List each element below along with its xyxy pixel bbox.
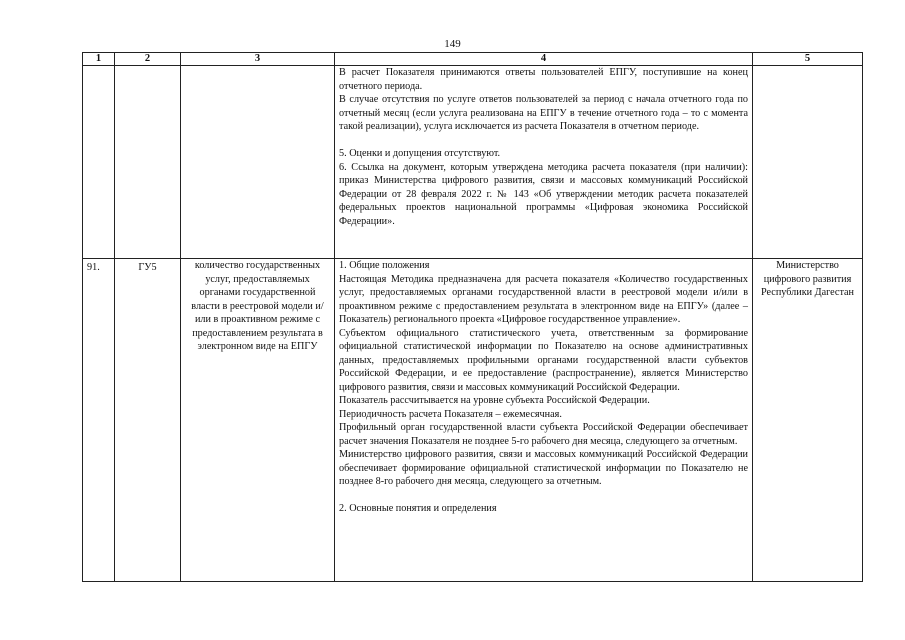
column-header-5: 5: [753, 53, 863, 66]
row-number-cell: 91.: [83, 259, 115, 582]
row-number-cell: [83, 66, 115, 259]
blank-line: [339, 489, 748, 503]
column-header-1: 1: [83, 53, 115, 66]
methodology-paragraph: В расчет Показателя принимаются ответы пользователей ЕПГУ, поступившие на конец отчетного периода.: [339, 67, 748, 92]
methodology-paragraph: Министерство цифрового развития, связи и массовых коммуникаций Российской Федерации обеспечивает формирование официальной статистической информации по Показателю не позднее 8-го рабочего дня месяца, следующего за отчетным.: [339, 449, 748, 487]
methodology-text-cell: [335, 66, 753, 259]
document-table: [82, 52, 863, 582]
table-row: [83, 66, 863, 259]
row-code-cell: [115, 66, 181, 259]
section-heading: 1. Общие положения: [339, 260, 430, 271]
methodology-paragraph: В случае отсутствия по услуге ответов пользователей за период с начала отчетного года по отчетный месяц (если услуга реализована на ЕПГУ в течение отчетного года – то с момента такой реализации), услуга исключается из расчета Показателя в отчетном периоде.: [339, 94, 748, 132]
page-number: 149: [444, 38, 461, 50]
methodology-paragraph: Субъектом официального статистического учета, ответственным за формирование официальной статистической информации по Показателю на основе административных данных, предоставляемых профильными органами государственной власти субъектов Российской Федерации, и ее предоставление (распространение), является Министерство цифрового развития, связи и массовых коммуникаций Российской Федерации.: [339, 327, 748, 393]
responsible-org-cell: [753, 66, 863, 259]
table-row: [83, 259, 863, 582]
column-header-3: 3: [181, 53, 335, 66]
methodology-paragraph: Профильный орган государственной власти субъекта Российской Федерации обеспечивает расчет значения Показателя не позднее 5-го рабочего дня месяца, следующего за отчетным.: [339, 422, 748, 447]
methodology-text-cell: [335, 259, 753, 582]
row-code-cell: ГУ5: [115, 259, 181, 582]
methodology-paragraph: Периодичность расчета Показателя – ежемесячная.: [339, 408, 562, 420]
table-header-row: [83, 53, 863, 66]
column-header-2: 2: [115, 53, 181, 66]
methodology-paragraph: Настоящая Методика предназначена для расчета показателя «Количество государственных услуг, предоставляемых органами государственной власти в реестровой модели и/или в проактивном режиме с предоставлением результата в электронном виде на ЕПГУ» (далее – Показатель) регионального проекта «Цифровое государственное управление».: [339, 273, 748, 325]
methodology-paragraph: 5. Оценки и допущения отсутствуют.: [339, 148, 501, 159]
column-header-4: 4: [335, 53, 753, 66]
indicator-name-cell: количество государственных услуг, предоставляемых органами государственной власти в реестровой модели и/или в проактивном режиме с предоставлением результата в электронном виде на ЕПГУ: [181, 259, 335, 582]
responsible-org-cell: Министерство цифрового развития Республики Дагестан: [753, 259, 863, 582]
blank-line: [339, 134, 748, 148]
section-heading: 2. Основные понятия и определения: [339, 503, 497, 514]
methodology-paragraph: 6. Ссылка на документ, которым утверждена методика расчета показателя (при наличии): приказ Министерства цифрового развития, связи и массовых коммуникаций Российской Федерации от 28 февраля 2022 г. № 143 «Об утверждении методик расчета показателей федеральных проектов национальной программы «Цифровая экономика Российской Федерации».: [339, 161, 748, 227]
methodology-paragraph: Показатель рассчитывается на уровне субъекта Российской Федерации.: [339, 395, 650, 406]
indicator-name-cell: [181, 66, 335, 259]
